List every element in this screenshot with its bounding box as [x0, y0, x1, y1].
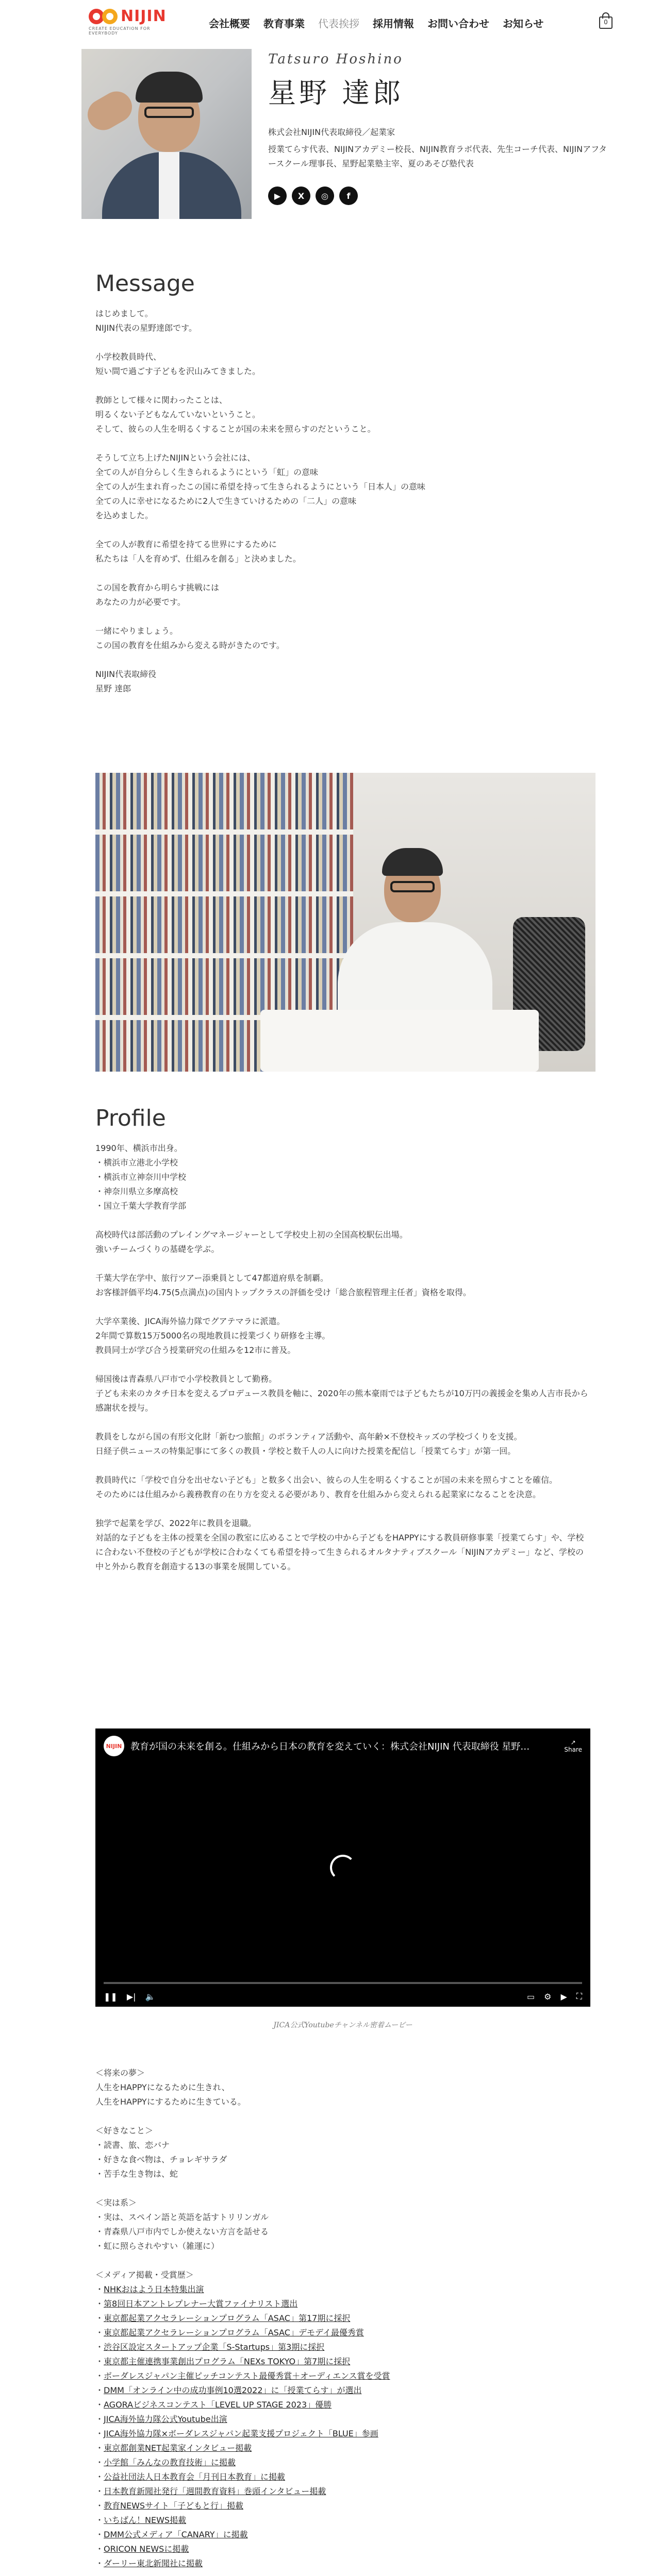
loading-spinner-icon [330, 1855, 356, 1880]
trivia-block: ＜実は系＞ ・実は、スペイン語と英語を話すトリリンガル ・青森県八戸市内でしか使えない方言を話せる ・虹に照らされやすい（雑運に） [95, 2198, 269, 2251]
media-item: ・東京都主催連携事業創出プログラム「NEXs TOKYO」第7期に採択 [95, 2357, 351, 2366]
bio-short: 授業てらす代表、NIJINアカデミー校長、NIJIN教育ラボ代表、先生コーチ代表、NIJINアフタースクール理事長、星野起業塾主宰、夏のあそび塾代表 [268, 144, 607, 168]
name-english: Tatsuro Hoshino [268, 52, 403, 67]
media-item: ・DMM「オンライン中の成功事例10選2022」に「授業てらす」が選出 [95, 2385, 362, 2395]
media-item: ・日本教育新聞社発行「週間教育資料」巻頭インタビュー掲載 [95, 2486, 326, 2496]
main-nav [209, 15, 543, 30]
nav-message[interactable]: 代表挨拶 [318, 18, 359, 30]
role-title: 株式会社NIJIN代表取締役／起業家 [268, 127, 395, 137]
media-item: ・ダーリー東北新聞社に掲載 [95, 2558, 203, 2568]
cart-button[interactable] [597, 10, 615, 31]
nav-education[interactable]: 教育事業 [263, 18, 305, 30]
volume-icon[interactable]: 🔈 [145, 1991, 156, 2002]
media-item: ・ORICON NEWSに掲載 [95, 2544, 189, 2554]
media-item: ・第8回日本アントレプレナー大賞ファイナリスト選出 [95, 2299, 298, 2309]
message-heading: Message [95, 270, 195, 297]
media-item: ・東京都起業アクセラレーションプログラム「ASAC」デモデイ最優秀賞 [95, 2328, 364, 2337]
next-icon[interactable]: ▶| [126, 1991, 136, 2002]
pause-icon[interactable]: ❚❚ [104, 1991, 118, 2002]
media-item: ・教育NEWSサイト「子どもと行」掲載 [95, 2501, 243, 2511]
instagram-icon[interactable]: ◎ [316, 187, 334, 205]
media-heading: ＜メディア掲載・受賞歴＞ [95, 2270, 194, 2280]
channel-avatar[interactable]: NIJIN [104, 1736, 124, 1756]
nav-news[interactable]: お知らせ [503, 18, 544, 30]
youtube-embed[interactable] [95, 1728, 590, 2007]
portrait-photo [81, 49, 252, 219]
cart-count: 0 [604, 19, 608, 26]
logo-word: NIJIN [121, 7, 167, 25]
media-item: ・公益社団法人日本教育会「月刊日本教育」に掲載 [95, 2472, 286, 2482]
fullscreen-icon[interactable]: ⛶ [576, 1991, 582, 2001]
x-icon[interactable]: X [292, 187, 310, 205]
nav-recruit[interactable]: 採用情報 [373, 18, 414, 30]
goals-block: ＜将来の夢＞ 人生をHAPPYになるために生きれ、 人生をHAPPYにするために生きている。 [95, 2068, 246, 2107]
media-item: ・JICA海外協力隊×ボーダレスジャパン起業支援プロジェクト「BLUE」参画 [95, 2429, 378, 2438]
video-title[interactable]: 教育が国の未来を創る。仕組みから日本の教育を変えていく：株式会社NIJIN 代表取締役 星野… [130, 1741, 530, 1752]
profile-lists [95, 2066, 590, 2576]
nav-contact[interactable]: お問い合わせ [427, 18, 489, 30]
facebook-icon[interactable]: f [339, 187, 358, 205]
media-item: ・渋谷区設定スタートアップ企業「S-Startups」第3期に採択 [95, 2342, 325, 2352]
logo-tagline: CREATE EDUCATION FOR EVERYBODY [89, 26, 151, 36]
video-caption: JICA公式Youtubeチャンネル密着ムービー [273, 2021, 412, 2029]
video-progress-bar[interactable] [104, 1982, 582, 1984]
social-links [268, 187, 358, 205]
media-item: ・いちばん！NEWS掲載 [95, 2515, 187, 2525]
share-button[interactable]: ↗ Share [564, 1739, 582, 1753]
logo-ring-orange [102, 9, 118, 24]
message-body: はじめまして。 NIJIN代表の星野達郎です。 小学校教員時代、 短い間で過ごす子どもを沢山みてきました。 教師として様々に関わったことは、 明るくない子どもなんていないということ。 そして、彼らの人生を明るくすることが国の未来を照らすのだということ。 そうして立ち上げたNIJINという会社には、 全ての人が自分らしく生きられるようにという「虹」の意味 全ての人が生まれ育ったこの国に希望を持って生きられるようにという「日本人」の意味 全ての人に幸せになるために2人で生きていけるための「二人」の意味 を込めました。 全ての人が教育に希望を持てる世界にするために 私たちは「人を育めず、仕組みを創る」と決めました。 この国を教育から明らす挑戦には あなたの力が必要です。 一緒にやりましょう。 この国の教育を仕組みから変える時がきたのです。 NIJIN代表取締役 星野 達郎 [95, 309, 426, 693]
media-item: ・NHKおはよう日本特集出演 [95, 2284, 204, 2294]
settings-icon[interactable]: ⚙ [544, 1991, 552, 2002]
media-item: ・AGORAビジネスコンテスト「LEVEL UP STAGE 2023」優勝 [95, 2400, 332, 2410]
media-block [95, 2268, 590, 2571]
media-item: ・小学館「みんなの教育技術」に掲載 [95, 2458, 236, 2467]
media-item: ・ボーダレスジャパン主催ピッチコンテスト最優秀賞＋オーディエンス賞を受賞 [95, 2371, 390, 2381]
youtube-icon[interactable]: ▶ [268, 187, 287, 205]
media-item: ・東京都創業NET起業家インタビュー掲載 [95, 2443, 252, 2453]
nav-company[interactable]: 会社概要 [209, 18, 250, 30]
site-header [0, 0, 662, 49]
interview-photo [95, 773, 595, 1072]
nijin-logo[interactable] [89, 7, 171, 35]
media-item: ・JICA海外協力隊公式Youtube出演 [95, 2414, 227, 2424]
subtitles-icon[interactable]: ▭ [527, 1991, 535, 2002]
media-item: ・DMM公式メディア「CANARY」に掲載 [95, 2530, 248, 2539]
media-item: ・東京都起業アクセラレーションプログラム「ASAC」第17期に採択 [95, 2313, 351, 2323]
youtube-logo-icon[interactable]: ▶ [560, 1991, 567, 2002]
profile-body: 1990年、横浜市出身。 ・横浜市立港北小学校 ・横浜市立神奈川中学校 ・神奈川県立多摩高校 ・国立千葉大学教育学部 高校時代は部活動のプレイングマネージャーとして学校史上初の全国高校駅伝出場。 強いチームづくりの基礎を学ぶ。 千葉大学在学中、旅行ツアー添乗員として47都道府県を制覇。 お客様評価平均4.75(5点満点)の国内トップクラスの評価を受け「総合旅程管理主任者」資格を取得。 大学卒業後、JICA海外協力隊でグアテマラに派遣。 2年間で算数15万5000名の現地教員に授業づくり研修を主導。 教員同士が学び合う授業研究の仕組みを12市に普及。 帰国後は青森県八戸市で小学校教員として勤務。 子ども未来のカタチ日本を変えるプロデュース教員を軸に、2020年の熊本豪雨では子どもたちが10万円の義援金を集め人吉市長から感謝状を授与。 教員をしながら国の有形文化財「新むつ旅館」のボランティア活動や、高年齢×不登校キッズの学校づくりを支援。 日経子供ニュースの特集記事にて多くの教員・学校と数千人の人に向けた授業を配信し「授業てらす」が第一回。 教員時代に「学校で自分を出せない子ども」と数多く出会い、彼らの人生を明るくすることが国の未来を照らすことを確信。 そのためには仕組みから義務教育の在り方を変える必要があり、教育を仕組みから変えられる起業家になることを決意。 独学で起業を学び、2022年に教員を退職。 対話的な子どもを主体の授業を全国の教室に広めることで学校の中から子どもをHAPPYにする教員研修事業「授業てらす」や、学校に合わない不登校の子どもが学校に合わなくても希望を持って生きられるオルタナティブスクール「NIJINアカデミー」など、学校の中と外から教育を創造する13の事業を展開している。 [95, 1143, 588, 1571]
profile-heading: Profile [95, 1105, 166, 1131]
name-japanese: 星野 達郎 [268, 77, 404, 109]
likes-block: ＜好きなこと＞ ・読書、旅、恋バナ ・好きな食べ物は、チョレギサラダ ・苦手な生き物は、蛇 [95, 2126, 227, 2179]
